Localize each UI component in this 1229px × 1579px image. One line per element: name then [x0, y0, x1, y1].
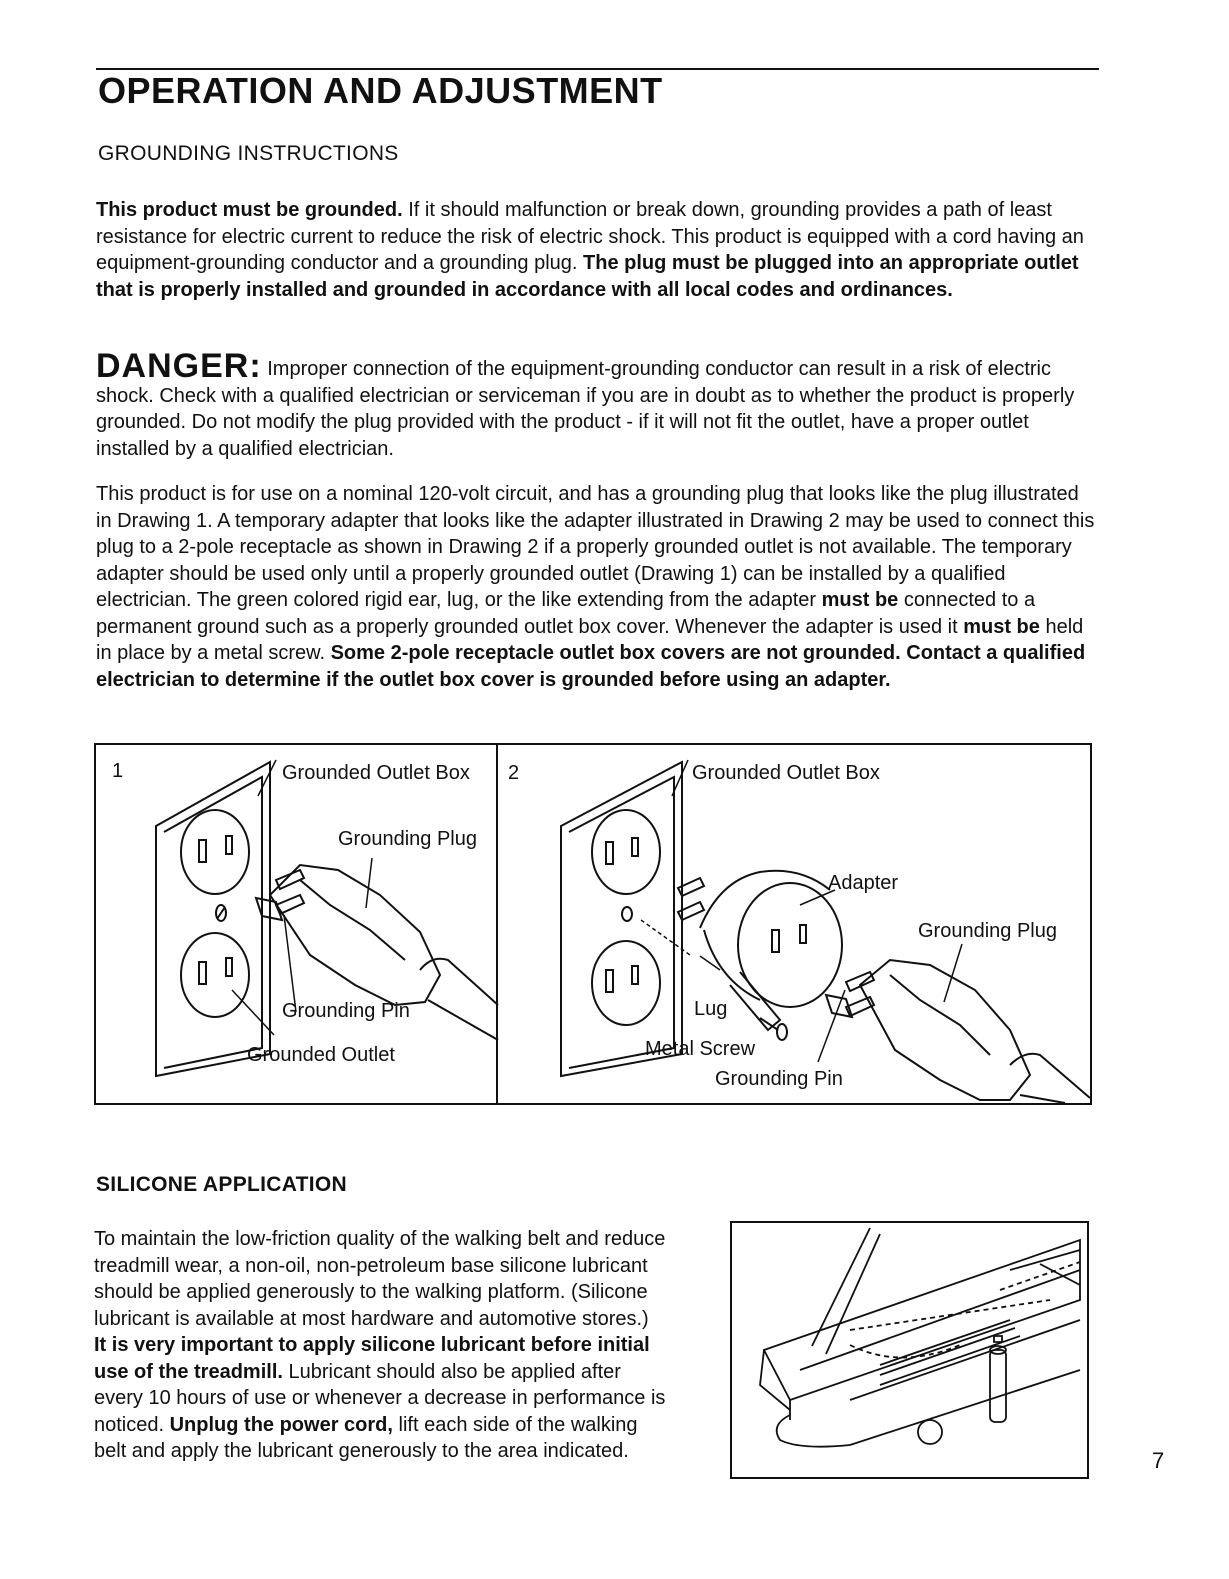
page-number: 7 [1152, 1448, 1165, 1473]
drawing-2-number: 2 [508, 762, 520, 784]
grounding-heading: GROUNDING INSTRUCTIONS [98, 142, 399, 165]
leader-lines-2 [641, 760, 962, 1062]
drawing-1-outlet-box-label: Grounded Outlet Box [282, 762, 470, 784]
drawing-1-number: 1 [112, 760, 124, 782]
danger-body: Improper connection of the equipment-grounding conductor can result in a risk of electric shock. Check with a qualified electrician or serviceman if you are in doubt as to whether the product is properly grounded. Do not modify the plug provided with the product - if it will not fit the outlet, have a proper outlet installed by a qualified electrician. [96, 358, 1075, 460]
adapter-emphasis-2: must be [963, 615, 1040, 638]
treadmill-frame [730, 1221, 1089, 1479]
drawing-1-outlet-label: Grounded Outlet [247, 1044, 395, 1066]
silicone-body-1: To maintain the low-friction quality of the walking belt and reduce treadmill wear, a non-oil, non-petroleum base silicone lubricant should be applied generously to the walking platform. (Silicone lubricant is available at most hardware and automotive stores.) [94, 1228, 666, 1330]
silicone-heading: SILICONE APPLICATION [96, 1173, 348, 1196]
drawing-2-plug-label: Grounding Plug [918, 920, 1057, 942]
silicone-paragraph [94, 1226, 666, 1465]
silicone-warning: It is very important to apply silicone lubricant before initial use of the treadmill. [94, 1334, 650, 1383]
silicone-unplug: Unplug the power cord, [169, 1413, 393, 1436]
drawing-2-pin-label: Grounding Pin [715, 1068, 843, 1090]
grounding-warning-end: The plug must be plugged into an appropriate outlet that is properly installed and grounded in accordance with all local codes and ordinances. [96, 252, 1079, 301]
drawing-2-lug-label: Lug [694, 998, 728, 1020]
page-title: OPERATION AND ADJUSTMENT [98, 70, 663, 111]
adapter-body-1: This product is for use on a nominal 120-volt circuit, and has a grounding plug that looks like the plug illustrated in Drawing 1. A temporary adapter that looks like the adapter illustrated in Drawing 2 may be used to connect this plug to a 2-pole receptacle as shown in Drawing 2 if a properly grounded outlet is not available. The temporary adapter should be used only until a properly grounded outlet (Drawing 1) can be installed by a qualified electrician. The green colored rigid ear, lug, or the like extending from the adapter [96, 483, 1095, 611]
metal-screw-2 [760, 1018, 787, 1040]
drawing-2-outlet-box-label: Grounded Outlet Box [692, 762, 880, 784]
drawing-1-pin-label: Grounding Pin [282, 1000, 410, 1022]
drawing-1-plug-label: Grounding Plug [338, 828, 477, 850]
outlet-plate-1 [156, 762, 270, 1076]
drawing-2-adapter-label: Adapter [828, 872, 899, 894]
adapter-body-2: connected to a permanent ground such as a properly grounded outlet box cover. Whenever the adapter is used it [96, 589, 1036, 638]
adapter-warning: Some 2-pole receptacle outlet box covers are not grounded. Contact a qualified electrician to determine if the outlet box cover is grounded before using an adapter. [96, 642, 1086, 691]
adapter-body-3: held in place by a metal screw. [96, 615, 1084, 664]
adapter-emphasis-1: must be [821, 589, 899, 611]
silicone-body-3: lift each side of the walking belt and apply the lubricant generously to the area indicated. [94, 1413, 638, 1462]
grounding-warning-start: This product must be grounded. [96, 199, 403, 221]
drawing-2-screw-label: Metal Screw [645, 1038, 756, 1060]
grounding-body: If it should malfunction or break down, grounding provides a path of least resistance for electric current to reduce the risk of electric shock. This product is equipped with a cord having an equipment-grounding conductor and a grounding plug. [96, 199, 1084, 274]
danger-label: DANGER: [96, 347, 262, 385]
outlet-plate-2 [561, 762, 682, 1076]
silicone-body-2: Lubricant should also be applied after every 10 hours of use or whenever a decrease in performance is noticed. [94, 1360, 666, 1436]
grounding-plug-2 [826, 960, 1090, 1103]
